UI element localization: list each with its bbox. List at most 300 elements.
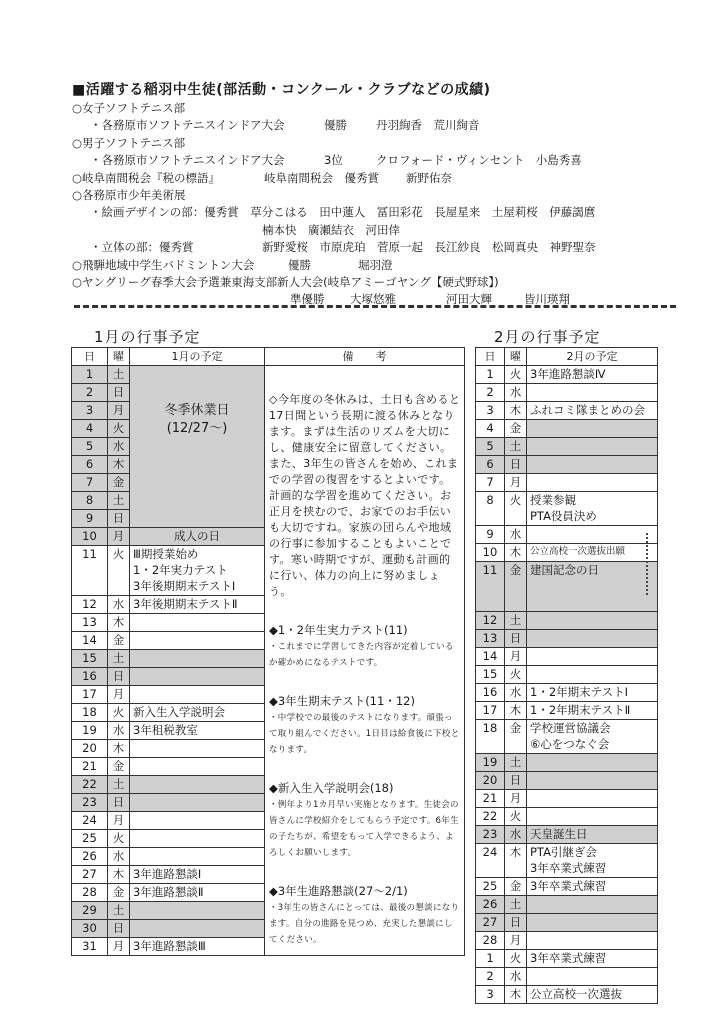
day-number: 10 (72, 528, 108, 546)
weekday: 水 (505, 968, 527, 986)
event-cell (527, 950, 658, 968)
day-number: 14 (476, 648, 505, 666)
event-cell (527, 474, 658, 492)
notes-body: ・中学校での最後のテストになります。頑張って取り組んでください。1日目は給食後に下校となります。 (269, 713, 460, 755)
day-number: 12 (476, 612, 505, 630)
calendar-row (476, 562, 658, 612)
calendar-row (476, 402, 658, 420)
achievement-text: ○飛騨地域中学生バドミントン大会 (72, 257, 255, 272)
calendar-row (476, 384, 658, 402)
weekday: 水 (108, 438, 130, 456)
notes-body: ・これまでに学習してきた内容が定着しているか確かめになるテストです。 (269, 642, 454, 668)
event-text: 3年後期期末テストⅡ (133, 597, 238, 611)
event-text: Ⅲ期授業始め (133, 547, 199, 561)
day-number: 18 (72, 704, 108, 722)
day-number: 25 (72, 830, 108, 848)
achievement-text: 優勝 (288, 257, 311, 272)
day-number: 17 (476, 702, 505, 720)
event-text: 公立高校一次選抜出願 (530, 546, 626, 557)
calendar-row (476, 754, 658, 772)
day-number: 8 (476, 492, 505, 526)
event-cell (130, 938, 265, 956)
weekday: 日 (505, 456, 527, 474)
weekday: 金 (505, 562, 527, 612)
weekday: 月 (505, 932, 527, 950)
day-number: 24 (476, 844, 505, 878)
event-cell (130, 884, 265, 902)
achievement-line (72, 100, 672, 117)
weekday: 土 (108, 492, 130, 510)
achievement-text: ○女子ソフトテニス部 (72, 101, 186, 115)
achievement-text: 優勝 (324, 118, 347, 133)
day-number: 22 (72, 776, 108, 794)
jan-header-day: 日 (72, 348, 108, 366)
achievement-text: 堀羽澄 (358, 257, 393, 272)
event-text: 公立高校一次選抜 (530, 987, 622, 1001)
calendar-row (476, 968, 658, 986)
achievement-line (72, 204, 672, 221)
weekday: 日 (108, 920, 130, 938)
event-cell (130, 758, 265, 776)
day-number: 2 (72, 384, 108, 402)
event-cell (527, 772, 658, 790)
day-number: 4 (476, 420, 505, 438)
calendar-row (476, 826, 658, 844)
weekday: 水 (505, 526, 527, 544)
event-cell (527, 896, 658, 914)
weekday: 土 (505, 438, 527, 456)
weekday: 木 (505, 544, 527, 562)
event-cell (130, 794, 265, 812)
event-text (530, 578, 654, 594)
event-text: ふれコミ隊まとめの会 (530, 403, 645, 417)
event-cell (130, 740, 265, 758)
notes-section (269, 693, 461, 758)
weekday: 金 (108, 758, 130, 776)
achievement-text: 河田大輝 (446, 292, 492, 307)
day-number: 15 (72, 650, 108, 668)
event-cell (527, 612, 658, 630)
day-number: 16 (72, 668, 108, 686)
calendar-row (476, 932, 658, 950)
event-text: ⑥心をつなぐ会 (530, 737, 610, 751)
event-cell (130, 722, 265, 740)
event-cell (527, 420, 658, 438)
event-text: 3年卒業式練習 (530, 879, 607, 893)
weekday: 火 (505, 666, 527, 684)
weekday: 月 (505, 474, 527, 492)
day-number: 26 (72, 848, 108, 866)
event-text: 3年進路懇談Ⅲ (133, 939, 206, 953)
achievement-line (72, 170, 672, 187)
event-cell (130, 528, 265, 546)
event-cell (130, 704, 265, 722)
day-number: 20 (476, 772, 505, 790)
weekday: 木 (505, 844, 527, 878)
event-text: 新入生入学説明会 (133, 705, 225, 719)
weekday: 月 (108, 812, 130, 830)
achievement-text: クロフォード・ヴィンセント 小島秀喜 (376, 153, 582, 168)
calendar-row (476, 702, 658, 720)
achievement-text: 楠本快 廣瀬結衣 河田倖 (262, 222, 400, 237)
event-text: 1・2年期末テストⅠ (530, 685, 629, 699)
day-number: 30 (72, 920, 108, 938)
day-number: 22 (476, 808, 505, 826)
calendar-row (476, 772, 658, 790)
achievement-text: ・各務原市ソフトテニスインドア大会 (90, 118, 285, 133)
day-number: 2 (476, 968, 505, 986)
day-number: 15 (476, 666, 505, 684)
day-number: 1 (72, 366, 108, 384)
day-number: 4 (72, 420, 108, 438)
event-cell (527, 402, 658, 420)
day-number: 3 (476, 402, 505, 420)
event-text: 3年租税教室 (133, 723, 198, 737)
achievement-text: 皆川瑛翔 (524, 292, 570, 307)
day-number: 28 (476, 932, 505, 950)
day-number: 31 (72, 938, 108, 956)
event-cell (527, 648, 658, 666)
day-number: 10 (476, 544, 505, 562)
achievement-text: ○ヤングリーグ春季大会予選兼東海支部新人大会(岐阜アミーゴヤング【硬式野球】) (72, 274, 499, 289)
event-text: 3年卒業式練習 (530, 861, 607, 875)
event-cell (527, 562, 658, 612)
feb-header-day: 日 (476, 348, 505, 366)
jan-header-weekday: 曜 (108, 348, 130, 366)
event-text: 3年進路懇談Ⅱ (133, 885, 204, 899)
weekday: 土 (108, 776, 130, 794)
event-text: 天皇誕生日 (530, 827, 588, 841)
weekday: 日 (505, 772, 527, 790)
achievement-text: ○岐阜南間税会『税の標語』 (72, 170, 221, 185)
achievement-line (72, 257, 672, 274)
calendar-row (476, 878, 658, 896)
day-number: 28 (72, 884, 108, 902)
notes-heading: ◆新入生入学説明会(18) (269, 781, 394, 795)
calendar-row (476, 420, 658, 438)
calendar-row (476, 950, 658, 968)
event-cell (527, 666, 658, 684)
margin-dots (646, 533, 648, 595)
calendar-row (476, 844, 658, 878)
day-number: 5 (72, 438, 108, 456)
achievement-text: ・各務原市ソフトテニスインドア大会 (90, 153, 285, 168)
weekday: 土 (108, 902, 130, 920)
event-text: PTA役員決め (530, 509, 597, 523)
event-cell (527, 720, 658, 754)
weekday: 火 (108, 704, 130, 722)
achievement-line (72, 135, 672, 152)
event-cell (527, 914, 658, 932)
weekday: 火 (505, 808, 527, 826)
notes-intro: ◇今年度の冬休みは、土日も含めると17日間という長期に渡る休みとなります。まずは生活のリズムを大切にし、健康安全に留意してください。また、3年生の皆さんを始め、これまでの学習の復習をするとよいです。計画的な学習を進めてください。お正月を挟むので、お家でのお手伝いも大切ですね。家族の団らんや地域の行事に参加することもよいことです。寒い時期ですが、運動も計画的に行い、体力の向上に努めましょう。 (269, 393, 461, 598)
event-cell (130, 920, 265, 938)
january-title: 1月の行事予定 (94, 328, 201, 346)
weekday: 火 (108, 546, 130, 596)
day-number: 25 (476, 878, 505, 896)
weekday: 木 (108, 456, 130, 474)
event-cell (527, 492, 658, 526)
weekday: 土 (505, 754, 527, 772)
event-cell (527, 438, 658, 456)
event-cell (130, 686, 265, 704)
notes-section (269, 622, 461, 671)
calendar-row (476, 914, 658, 932)
day-number: 5 (476, 438, 505, 456)
notes-section (269, 883, 461, 948)
weekday: 金 (108, 884, 130, 902)
calendar-row (476, 526, 658, 544)
weekday: 水 (505, 384, 527, 402)
achievement-text: ○各務原市少年美術展 (72, 187, 186, 202)
calendar-row (476, 630, 658, 648)
weekday: 木 (505, 402, 527, 420)
day-number: 17 (72, 686, 108, 704)
weekday: 火 (108, 420, 130, 438)
event-cell (130, 902, 265, 920)
event-cell (130, 650, 265, 668)
event-cell (130, 668, 265, 686)
calendar-row (476, 808, 658, 826)
event-text: 学校運営協議会 (530, 721, 611, 735)
day-number: 24 (72, 812, 108, 830)
weekday: 金 (505, 720, 527, 754)
day-number: 18 (476, 720, 505, 754)
day-number: 9 (476, 526, 505, 544)
january-calendar (71, 347, 465, 956)
notes-column (265, 366, 465, 956)
weekday: 土 (505, 612, 527, 630)
day-number: 7 (72, 474, 108, 492)
achievement-text: 丹羽絢香 荒川絢音 (376, 118, 480, 133)
event-text: PTA引継ぎ会 (530, 845, 597, 859)
day-number: 13 (72, 614, 108, 632)
weekday: 日 (108, 384, 130, 402)
day-number: 16 (476, 684, 505, 702)
weekday: 木 (108, 866, 130, 884)
weekday: 月 (505, 648, 527, 666)
calendar-row (476, 790, 658, 808)
day-number: 3 (72, 402, 108, 420)
day-number: 21 (72, 758, 108, 776)
event-cell (527, 544, 658, 562)
event-cell (527, 808, 658, 826)
weekday: 水 (108, 722, 130, 740)
winter-break-text: 冬季休業日 (164, 403, 230, 418)
day-number: 19 (72, 722, 108, 740)
achievements-title: ■活躍する稲羽中生徒(部活動・コンクール・クラブなどの成績) (72, 82, 491, 98)
achievement-text: ・立体の部：優秀賞 (90, 240, 194, 255)
event-cell (527, 844, 658, 878)
notes-section (269, 780, 461, 861)
event-text: 3年卒業式練習 (530, 951, 607, 965)
weekday: 土 (108, 650, 130, 668)
february-title: 2月の行事予定 (494, 328, 601, 346)
day-number: 12 (72, 596, 108, 614)
weekday: 水 (108, 848, 130, 866)
day-number: 29 (72, 902, 108, 920)
calendar-row (476, 896, 658, 914)
event-cell (527, 456, 658, 474)
achievement-text: ・絵画デザインの部：優秀賞 草分こはる 田中蓮人 冨田彩花 長屋星来 土屋莉桜 伊藤謁麿 (90, 205, 596, 220)
achievement-text: 新野愛桜 市原虎珀 菅原一起 長江紗良 松岡真央 神野聖奈 (262, 240, 596, 255)
day-number: 21 (476, 790, 505, 808)
day-number: 8 (72, 492, 108, 510)
event-cell (527, 526, 658, 544)
day-number: 27 (476, 914, 505, 932)
weekday: 火 (505, 950, 527, 968)
weekday: 火 (108, 830, 130, 848)
event-text: 3年後期期末テストⅠ (133, 579, 236, 593)
weekday: 木 (505, 702, 527, 720)
calendar-row (476, 456, 658, 474)
weekday: 水 (505, 684, 527, 702)
achievement-text: 準優勝 (290, 292, 325, 307)
weekday: 火 (505, 366, 527, 384)
achievement-line (72, 274, 672, 291)
event-text: 3年進路懇談Ⅳ (530, 367, 606, 381)
event-text: 授業参観 (530, 493, 576, 507)
event-cell (130, 596, 265, 614)
day-number: 1 (476, 366, 505, 384)
weekday: 土 (108, 366, 130, 384)
achievement-line (72, 239, 672, 256)
day-number: 6 (72, 456, 108, 474)
achievements-list (72, 100, 672, 309)
weekday: 火 (505, 492, 527, 526)
weekday: 月 (108, 402, 130, 420)
notes-heading: ◆1・2年生実力テスト(11) (269, 623, 408, 637)
event-cell (527, 790, 658, 808)
achievement-line (72, 187, 672, 204)
calendar-row (476, 366, 658, 384)
day-number: 23 (476, 826, 505, 844)
calendar-row (476, 986, 658, 1004)
event-cell (130, 546, 265, 596)
day-number: 26 (476, 896, 505, 914)
calendar-row (476, 438, 658, 456)
event-text: 1・2年実力テスト (133, 563, 228, 577)
day-number: 20 (72, 740, 108, 758)
achievement-text: 大塚悠雅 (350, 292, 396, 307)
feb-header-plan: 2月の予定 (527, 348, 658, 366)
event-cell (130, 812, 265, 830)
event-cell (527, 684, 658, 702)
day-number: 1 (476, 950, 505, 968)
event-cell (130, 866, 265, 884)
weekday: 日 (505, 914, 527, 932)
notes-body: ・例年より1カ月早い実施となります。生徒会の皆さんに学校紹介をしてもらう予定です。6年生の子たちが、希望をもって入学できるよう、よろしくお願いします。 (269, 800, 459, 858)
weekday: 金 (505, 878, 527, 896)
calendar-row (476, 492, 658, 526)
event-text: 3年進路懇談Ⅰ (133, 867, 202, 881)
event-text: 1・2年期末テストⅡ (530, 703, 631, 717)
achievement-line (72, 222, 672, 239)
achievement-line (72, 117, 672, 134)
weekday: 日 (505, 630, 527, 648)
day-number: 6 (476, 456, 505, 474)
event-cell (527, 968, 658, 986)
event-cell (527, 366, 658, 384)
jan-header-notes: 備 考 (265, 348, 465, 366)
event-cell (527, 878, 658, 896)
calendar-row (476, 684, 658, 702)
weekday: 金 (108, 474, 130, 492)
achievement-line (72, 152, 672, 169)
weekday: 日 (108, 668, 130, 686)
calendar-row (476, 544, 658, 562)
winter-break-cell (130, 366, 265, 528)
weekday: 木 (108, 740, 130, 758)
event-cell (527, 630, 658, 648)
weekday: 木 (505, 986, 527, 1004)
weekday: 月 (108, 686, 130, 704)
event-text: 成人の日 (174, 529, 220, 543)
day-number: 9 (72, 510, 108, 528)
feb-header-weekday: 曜 (505, 348, 527, 366)
event-cell (527, 702, 658, 720)
day-number: 19 (476, 754, 505, 772)
day-number: 27 (72, 866, 108, 884)
day-number: 23 (72, 794, 108, 812)
calendar-row (476, 666, 658, 684)
weekday: 日 (108, 510, 130, 528)
achievement-text: ○男子ソフトテニス部 (72, 135, 186, 150)
event-cell (130, 632, 265, 650)
calendar-row (476, 612, 658, 630)
notes-heading: ◆3年生進路懇談(27～2/1) (269, 884, 408, 898)
notes-heading: ◆3年生期末テスト(11・12) (269, 694, 415, 708)
calendar-row (476, 648, 658, 666)
event-cell (527, 826, 658, 844)
weekday: 水 (108, 596, 130, 614)
calendar-row (72, 366, 465, 384)
day-number: 14 (72, 632, 108, 650)
weekday: 水 (505, 826, 527, 844)
event-cell (527, 384, 658, 402)
achievement-text: 3位 (324, 153, 343, 168)
weekday: 日 (108, 794, 130, 812)
winter-break-text: (12/27～) (166, 421, 228, 436)
weekday: 土 (505, 896, 527, 914)
event-cell (130, 848, 265, 866)
weekday: 金 (505, 420, 527, 438)
achievement-text: 新野佑奈 (406, 170, 452, 185)
event-cell (527, 932, 658, 950)
weekday: 月 (108, 528, 130, 546)
calendar-row (476, 474, 658, 492)
achievements-section (72, 80, 672, 309)
event-cell (527, 754, 658, 772)
event-text: 建国記念の日 (530, 563, 599, 577)
calendar-row (476, 720, 658, 754)
event-cell (130, 776, 265, 794)
notes-body: ・3年生の皆さんにとっては、最後の懇談になります。自分の進路を見つめ、充実した懇談にしてください。 (269, 903, 460, 945)
day-number: 13 (476, 630, 505, 648)
weekday: 金 (108, 632, 130, 650)
weekday: 木 (108, 614, 130, 632)
event-text (530, 594, 654, 610)
jan-header-plan: 1月の予定 (130, 348, 265, 366)
day-number: 11 (476, 562, 505, 612)
february-calendar (475, 347, 658, 1004)
day-number: 2 (476, 384, 505, 402)
day-number: 7 (476, 474, 505, 492)
event-cell (130, 614, 265, 632)
weekday: 月 (505, 790, 527, 808)
weekday: 月 (108, 938, 130, 956)
day-number: 11 (72, 546, 108, 596)
